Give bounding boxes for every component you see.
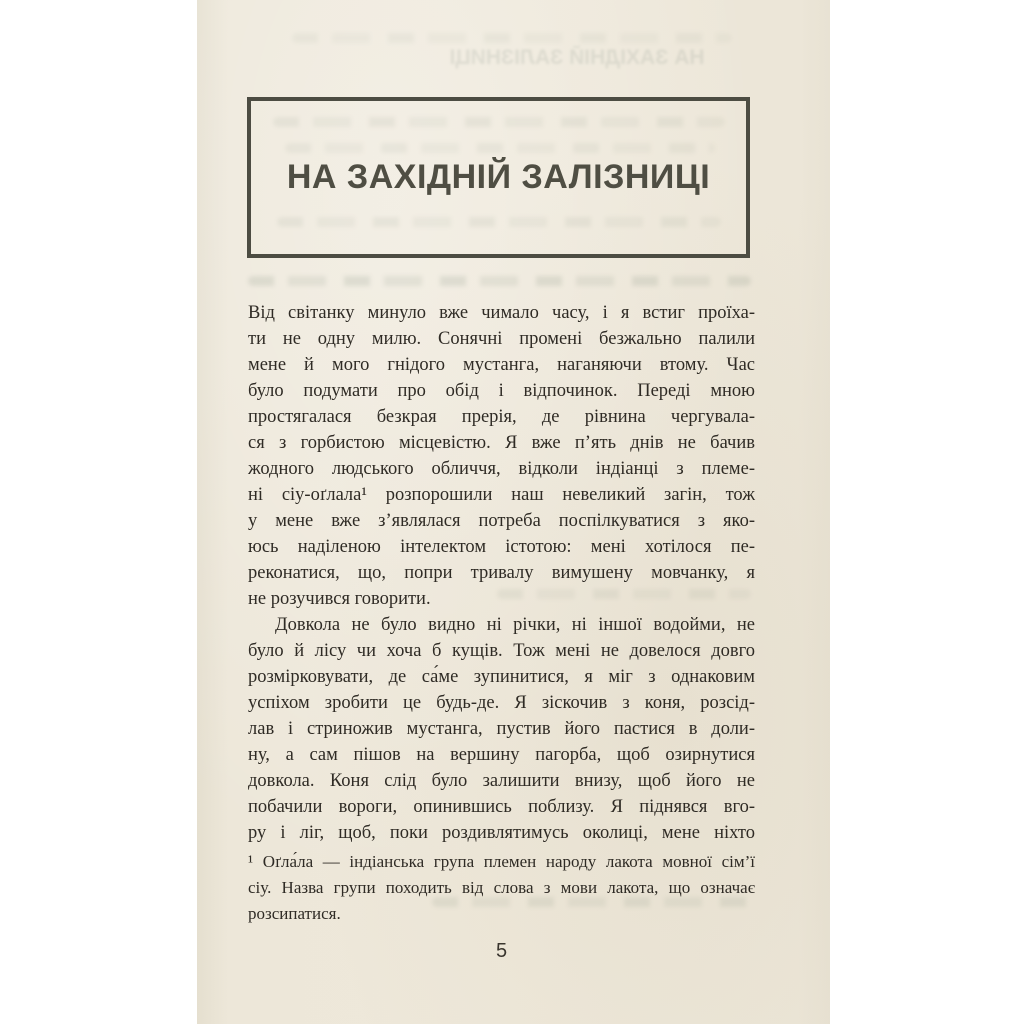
body-line: реконатися, що, попри тривалу вимушену мовчанку, я [248, 563, 755, 583]
body-line: жодного людського обличчя, відколи індіанці з племе- [248, 459, 755, 479]
bleedthrough-strip [292, 33, 732, 43]
bleedthrough-strip [285, 143, 715, 153]
body-line: мене й мого гнідого мустанга, наганяючи втому. Час [248, 355, 755, 375]
body-line: Від світанку минуло вже чимало часу, і я встиг проїха- [248, 303, 755, 323]
body-line: лав і стриножив мустанга, пустив його пастися в доли- [248, 719, 755, 739]
body-line: ну, а сам пішов на вершину пагорба, щоб озирнутися [248, 745, 755, 765]
footnote-line: ¹ Оґла́ла — індіанська група племен народу лакота мовної сім’ї [248, 852, 755, 871]
footnote-line: розсипатися. [248, 904, 341, 923]
footnote [248, 849, 755, 927]
body-line: не розучився говорити. [248, 589, 431, 609]
body-line: простягалася безкрая прерія, де рівнина чергувала- [248, 407, 755, 427]
body-line: успіхом зробити це будь-де. Я зіскочив з коня, розсід- [248, 693, 755, 713]
bleedthrough-strip [273, 117, 725, 127]
bleedthrough-strip [277, 217, 721, 227]
body-line: ти не одну милю. Сонячні промені безжально палили [248, 329, 755, 349]
body-line: ру і ліг, щоб, поки роздивлятимусь околиці, мене ніхто [248, 823, 755, 843]
body-line: юсь наділеною інтелектом істотою: мені хотілося пе- [248, 537, 755, 557]
body-line: було подумати про обід і відпочинок. Переді мною [248, 381, 755, 401]
bleedthrough-title: НА ЗАХІДНІЙ ЗАЛІЗНИЦІ [449, 46, 705, 69]
page-paper [197, 0, 830, 1024]
body-line: побачили вороги, опинившись поблизу. Я піднявся вго- [248, 797, 755, 817]
footnote-line: сіу. Назва групи походить від слова з мови лакота, що означає [248, 878, 755, 897]
body-line: Довкола не було видно ні річки, ні іншої водойми, не [275, 615, 755, 635]
chapter-title-box [247, 97, 750, 258]
body-line: ні сіу-оґлала¹ розпорошили наш невеликий загін, тож [248, 485, 755, 505]
body-text [248, 300, 755, 846]
body-line: ся з горбистою місцевістю. Я вже п’ять днів не бачив [248, 433, 755, 453]
page-number: 5 [495, 940, 508, 962]
body-line: розмірковувати, де са́ме зупинитися, я міг з однаковим [248, 667, 755, 687]
body-line: у мене вже з’являлася потреба поспілкуватися з яко- [248, 511, 755, 531]
bleedthrough-strip [248, 276, 751, 286]
body-line: довкола. Коня слід було залишити внизу, щоб його не [248, 771, 755, 791]
body-line: було й лісу чи хоча б кущів. Тож мені не довелося довго [248, 641, 755, 661]
chapter-title: НА ЗАХІДНІЙ ЗАЛІЗНИЦІ [286, 158, 711, 196]
